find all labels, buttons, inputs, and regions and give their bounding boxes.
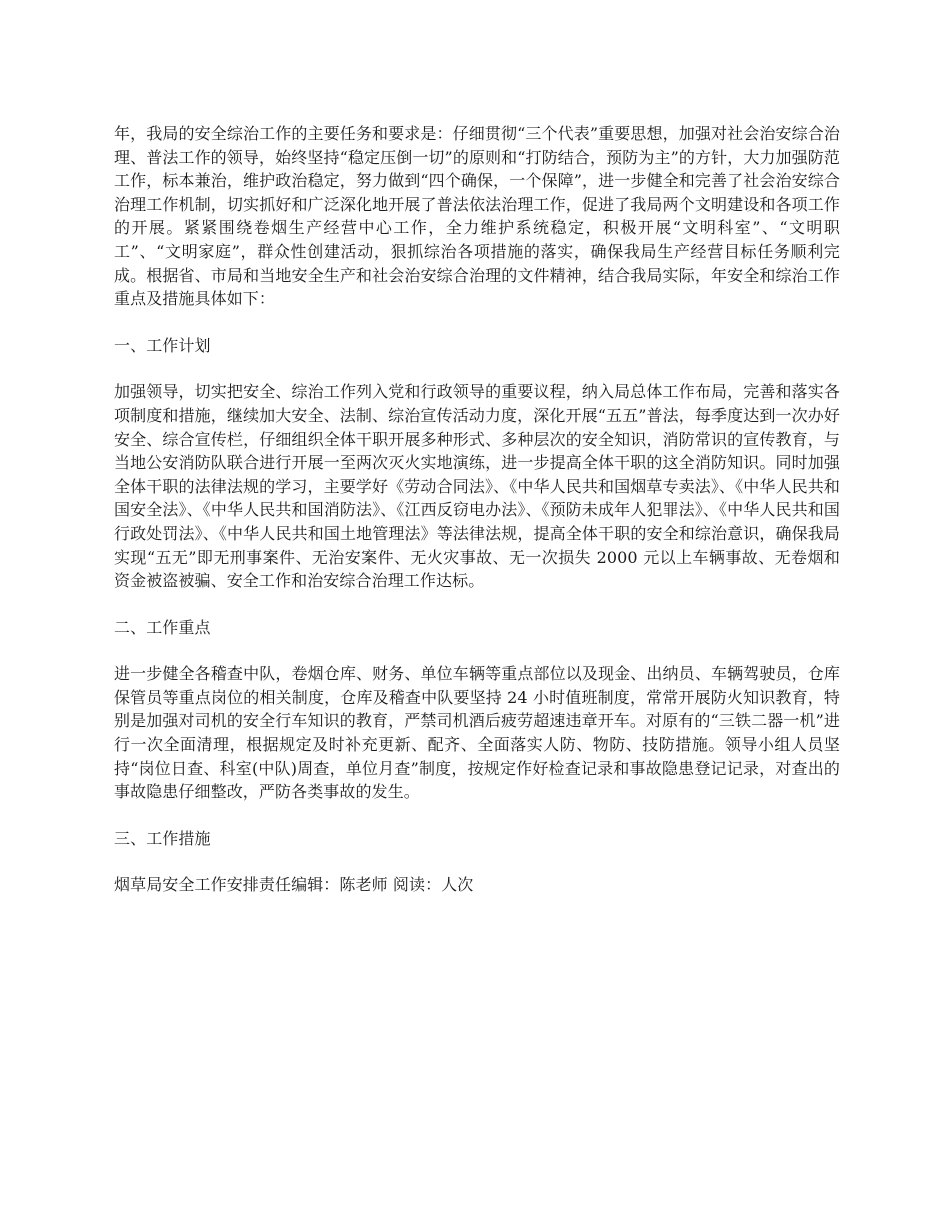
section-heading-work-focus: 二、工作重点 xyxy=(114,617,211,637)
document-page xyxy=(114,122,840,920)
section-heading-work-measures: 三、工作措施 xyxy=(114,828,211,848)
intro-paragraph: 年，我局的安全综治工作的主要任务和要求是：仔细贯彻“三个代表”重要思想，加强对社会治安综合治理、普法工作的领导，始终坚持“稳定压倒一切”的原则和“打防结合，预防为主”的方针，大力加强防范工作，标本兼治，维护政治稳定，努力做到“四个确保，一个保障”，进一步健全和完善了社会治安综合治理工作机制，切实抓好和广泛深化地开展了普法依法治理工作，促进了我局两个文明建设和各项工作的开展。紧紧围绕卷烟生产经营中心工作，全力维护系统稳定，积极开展“文明科室”、“文明职工”、“文明家庭”，群众性创建活动，狠抓综治各项措施的落实，确保我局生产经营目标任务顺利完成。根据省、市局和当地安全生产和社会治安综合治理的文件精神，结合我局实际，年安全和综治工作重点及措施具体如下： xyxy=(114,124,840,309)
section-heading-work-plan: 一、工作计划 xyxy=(114,335,211,355)
work-focus-paragraph: 进一步健全各稽查中队，卷烟仓库、财务、单位车辆等重点部位以及现金、出纳员、车辆驾驶员，仓库保管员等重点岗位的相关制度，仓库及稽查中队要坚持 24 小时值班制度，常常开展防火知识教育，特别是加强对司机的安全行车知识的教育，严禁司机酒后疲劳超速违章开车。对原有的“三铁二器一机”进行一次全面清理，根据规定及时补充更新、配齐、全面落实人防、物防、技防措施。领导小组人员坚持“岗位日查、科室(中队)周查，单位月查”制度，按规定作好检查记录和事故隐患登记记录，对查出的事故隐患仔细整改，严防各类事故的发生。 xyxy=(114,664,840,802)
editor-footer-line: 烟草局安全工作安排责任编辑：陈老师 阅读：人次 xyxy=(114,875,474,895)
work-plan-paragraph: 加强领导，切实把安全、综治工作列入党和行政领导的重要议程，纳入局总体工作布局，完善和落实各项制度和措施，继续加大安全、法制、综治宣传活动力度，深化开展“五五”普法，每季度达到一次办好安全、综合宣传栏，仔细组织全体干职开展多种形式、多种层次的安全知识，消防常识的宣传教育，与当地公安消防队联合进行开展一至两次灭火实地演练，进一步提高全体干职的这全消防知识。同时加强全体干职的法律法规的学习，主要学好《劳动合同法》、《中华人民共和国烟草专卖法》、《中华人民共和国安全法》、《中华人民共和国消防法》、《江西反窃电办法》、《预防未成年人犯罪法》、《中华人民共和国行政处罚法》、《中华人民共和国土地管理法》等法律法规，提高全体干职的安全和综治意识，确保我局实现“五无”即无刑事案件、无治安案件、无火灾事故、无一次损失 2000 元以上车辆事故、无卷烟和资金被盗被骗、安全工作和治安综合治理工作达标。 xyxy=(114,382,840,591)
